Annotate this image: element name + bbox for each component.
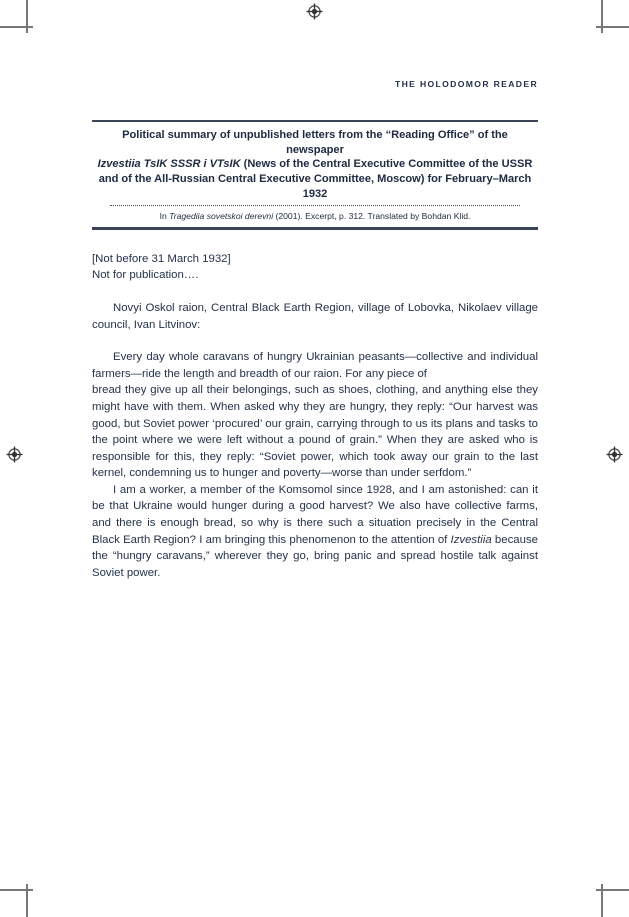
rule-bottom xyxy=(92,227,538,230)
crop-mark-top-left-horizontal xyxy=(0,26,33,28)
source-title-line3: and of the All-Russian Central Executive Committee, Moscow) for February–March 1932 xyxy=(98,172,532,200)
document-body xyxy=(92,251,538,582)
body-paragraph-4-part-b: because the “hungry caravans,” wherever they go, bring panic and spread hostile talk against Soviet power. xyxy=(92,533,538,579)
registration-target-icon-left xyxy=(6,446,23,463)
crop-mark-top-right-horizontal xyxy=(596,26,629,28)
source-title-newspaper-name: Izvestiia TsIK SSSR i VTsIK xyxy=(97,158,241,171)
body-paragraph-4 xyxy=(92,482,538,582)
source-title xyxy=(92,122,538,204)
body-paragraph-3: bread they give up all their belongings, such as shoes, clothing, and anything else they might have with them. When asked why they are hungry, they reply: “Our harvest was good, but Soviet power ‘procured’ our grain, carrying through to us its plans and tasks to the point where we were left without a pound of grain.” When they are asked who is responsible for this, they reply: “Soviet power, which took away our grain to the last kernel, condemning us to hunger and poverty—worse than under serfdom.” xyxy=(92,384,538,480)
body-paragraph-1: Novyi Oskol raion, Central Black Earth Region, village of Lobovka, Nikolaev village council, Ivan Litvinov: xyxy=(92,301,538,331)
credit-prefix: In xyxy=(159,211,170,222)
crop-mark-top-left-vertical xyxy=(26,0,28,33)
crop-mark-bottom-right-horizontal xyxy=(596,889,629,891)
registration-target-icon-right xyxy=(606,446,623,463)
body-paragraph-4-part-a: I am a worker, a member of the Komsomol since 1928, and I am astonished: can it be that Ukraine would hunger during a good harvest? We also have collective farms, and there is enough bread, so why is there such a situation precisely in the Central Black Earth Region? I am bringing this phenomenon to the attention of xyxy=(92,483,538,546)
source-title-line2-rest: (News of the Central Executive Committee of the USSR xyxy=(240,158,533,171)
dateline-line-1: [Not before 31 March 1932] xyxy=(92,252,231,265)
source-credit xyxy=(92,206,538,227)
crop-mark-top-right-vertical xyxy=(601,0,603,33)
credit-suffix: (2001). Excerpt, p. 312. Translated by Bohdan Klid. xyxy=(273,211,471,222)
body-paragraph-4-newspaper-name: Izvestiia xyxy=(450,533,492,546)
crop-mark-bottom-left-horizontal xyxy=(0,889,33,891)
source-title-line1: Political summary of unpublished letters from the “Reading Office” of the newspaper xyxy=(122,129,508,156)
page-content xyxy=(92,0,538,917)
body-paragraph-2: Every day whole caravans of hungry Ukrainian peasants—collective and individual farmers—ride the length and breadth of our raion. For any piece of xyxy=(92,351,538,380)
credit-book-title: Tragediia sovetskoi derevni xyxy=(169,211,274,222)
dateline-line-2: Not for publication…. xyxy=(92,269,199,282)
source-heading-block xyxy=(92,120,538,230)
running-head: THE HOLODOMOR READER xyxy=(394,79,538,89)
